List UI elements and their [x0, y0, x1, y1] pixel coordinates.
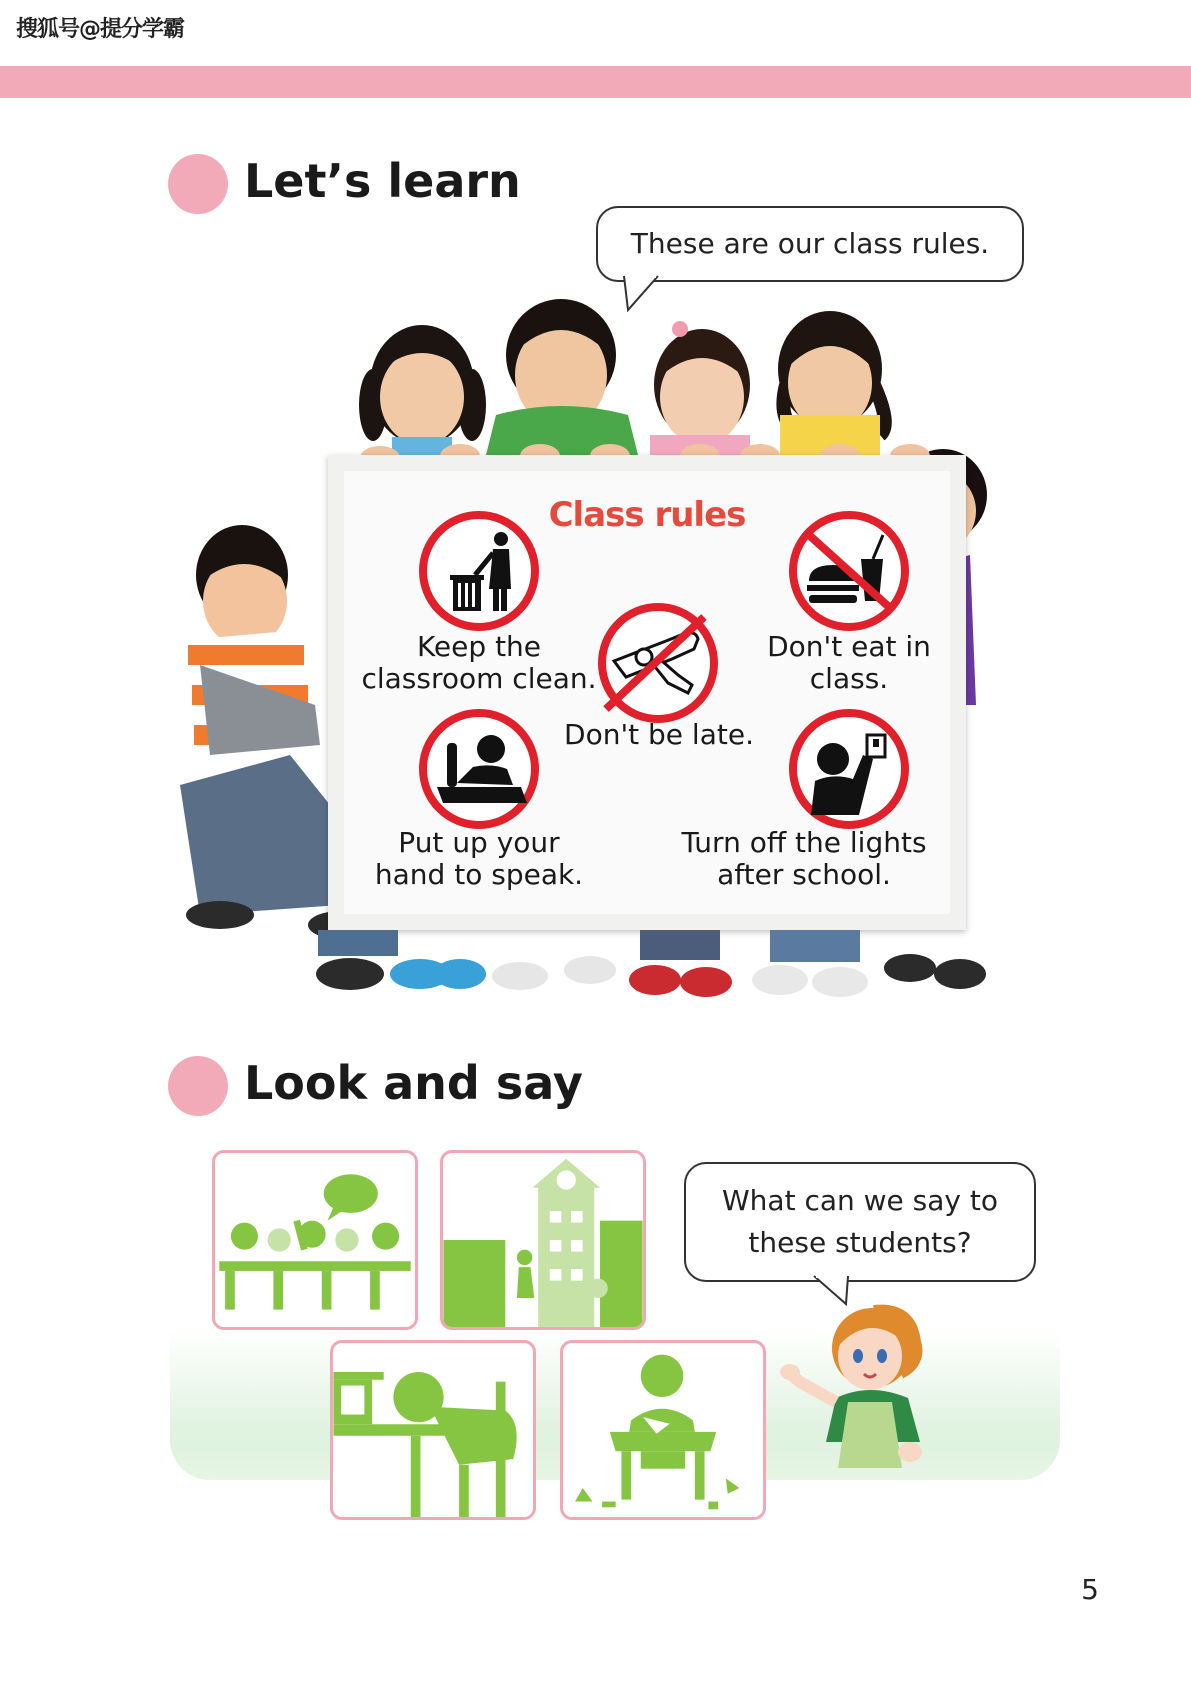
- section-bullet-look: [168, 1056, 228, 1116]
- panel-messy-desk: [560, 1340, 766, 1520]
- rule-label-keep-clean: Keep the classroom clean.: [361, 630, 597, 695]
- rule-label-lights-off: Turn off the lights after school.: [681, 826, 927, 891]
- section-bullet-learn: [168, 154, 228, 214]
- light-switch-icon: [787, 707, 911, 831]
- shoes-illustration: [310, 930, 990, 1000]
- raise-hand-icon: [417, 707, 541, 831]
- header-bar: [0, 66, 1191, 98]
- girl-braids-photo: [778, 311, 885, 455]
- rule-label-raise-hand: Put up your hand to speak.: [374, 826, 584, 891]
- section-title-learn: Let’s learn: [244, 154, 521, 208]
- page-number: 5: [1081, 1573, 1099, 1606]
- watch-pointing-icon: [596, 601, 720, 725]
- panel-late-for-school: [440, 1150, 646, 1330]
- boy-green-shirt-photo: [486, 299, 638, 455]
- trash-bin-icon: [417, 509, 541, 633]
- section-title-look: Look and say: [244, 1056, 583, 1110]
- rule-label-not-late: Don't be late.: [564, 718, 754, 751]
- speech-bubble-question: [684, 1162, 1036, 1282]
- panel-talking-in-class: [212, 1150, 418, 1330]
- speech-bubble-class-rules: [596, 206, 1024, 282]
- rule-label-no-eating: Don't eat in class.: [767, 630, 931, 695]
- speech-bubble-question-text: What can we say to these students?: [721, 1184, 999, 1259]
- class-rules-board: [328, 455, 966, 930]
- speech-bubble-text: These are our class rules.: [630, 227, 990, 260]
- teacher-girl-illustration: [780, 1302, 950, 1472]
- watermark-text: 搜狐号@提分学霸: [16, 17, 185, 42]
- panel-sleeping-in-class: [330, 1340, 536, 1520]
- no-food-icon: [787, 509, 911, 633]
- board-title: Class rules: [548, 495, 746, 535]
